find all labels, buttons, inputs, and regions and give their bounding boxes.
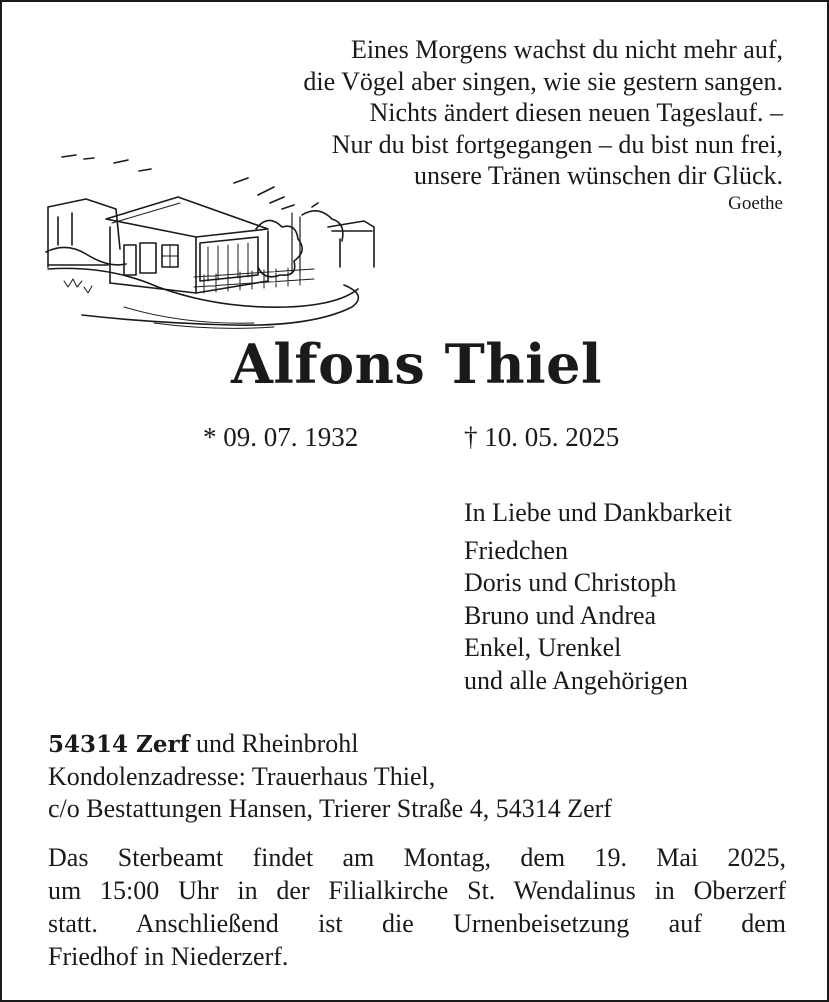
mourners-intro: In Liebe und Dankbarkeit (464, 498, 732, 527)
address-line: Kondolenzadresse: Trauerhaus Thiel, (48, 762, 436, 791)
address-place (48, 728, 612, 761)
mourner: und alle Angehörigen (464, 665, 688, 695)
poem-line: Nur du bist fortgegangen – du bist nun frei, (331, 129, 783, 159)
condolence-address (48, 728, 612, 825)
mourner: Doris und Christoph (464, 568, 677, 597)
death-date: † 10. 05. 2025 (464, 422, 620, 452)
poem-line: Nichts ändert diesen neuen Tageslauf. – (369, 98, 783, 127)
address-line: c/o Bestattungen Hansen, Trierer Straße 4, 54314 Zerf (48, 794, 612, 823)
house-sketch-icon (44, 147, 376, 332)
service-line: Friedhof in Niederzerf. (48, 942, 289, 971)
mourners-list (464, 497, 732, 697)
service-line: statt. Anschließend ist die Urnenbeisetzung auf dem (48, 909, 786, 938)
deceased-name: Alfons Thiel (231, 332, 602, 396)
poem-line: Eines Morgens wachst du nicht mehr auf, (350, 35, 783, 64)
birth-date: * 09. 07. 1932 (203, 422, 359, 452)
mourner: Enkel, Urenkel (464, 633, 622, 662)
address-place-rest: und Rheinbrohl (189, 729, 359, 758)
service-line: Das Sterbeamt findet am Montag, dem 19. Mai 2025, (48, 843, 786, 872)
mourner: Bruno und Andrea (464, 600, 657, 630)
service-announcement (48, 841, 786, 973)
poem-line: die Vögel aber singen, wie sie gestern sangen. (303, 66, 783, 96)
poem-line: unsere Tränen wünschen dir Glück. (414, 161, 783, 190)
poem-author: Goethe (728, 192, 783, 214)
address-place-bold: 54314 Zerf (48, 731, 190, 758)
mourner: Friedchen (464, 535, 568, 565)
service-line: um 15:00 Uhr in der Filialkirche St. Wendalinus in Oberzerf (48, 876, 786, 905)
